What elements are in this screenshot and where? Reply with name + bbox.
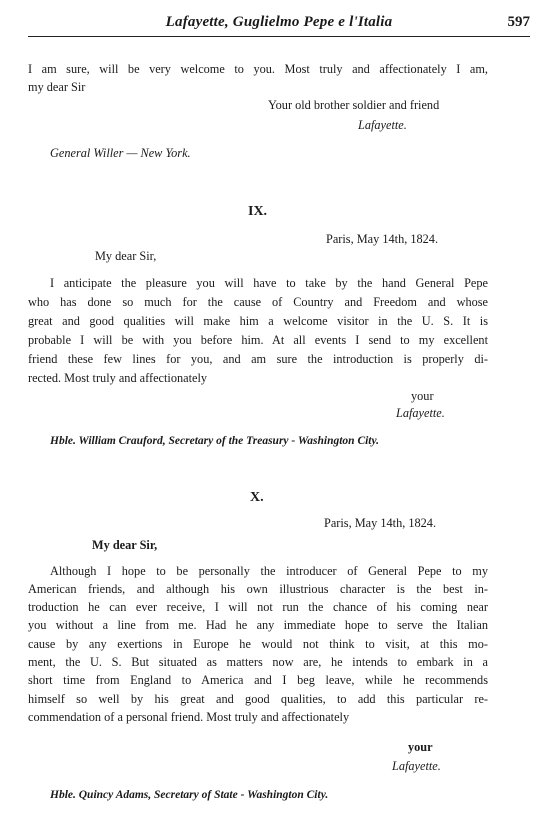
- letter-numeral: X.: [250, 490, 264, 505]
- letter-signature: Lafayette.: [396, 406, 445, 420]
- body-line: ment, the U. S. But situated as matters now are, he intends to embark in a: [28, 655, 488, 669]
- body-line: commendation of a personal friend. Most truly and affectionately: [28, 710, 350, 724]
- letter-date: Paris, May 14th, 1824.: [324, 516, 437, 530]
- body-line: friend these few lines for you, and am sure the introduction is properly di-: [28, 352, 488, 366]
- body-line: rected. Most truly and affectionately: [28, 371, 208, 385]
- body-line: himself so well by his great and good qualities, to add this particular re-: [28, 692, 488, 706]
- body-line: I anticipate the pleasure you will have to take by the hand General Pepe: [50, 276, 488, 290]
- letter-address: Hble. Quincy Adams, Secretary of State - Washington City.: [50, 789, 329, 801]
- letter-date: Paris, May 14th, 1824.: [326, 232, 439, 246]
- letter-closing: Your old brother soldier and friend: [268, 98, 440, 112]
- letter-closing: your: [408, 740, 433, 754]
- body-line: great and good qualities will make him a welcome visitor in the U. S. It is: [28, 314, 488, 328]
- letter-salutation: My dear Sir,: [92, 538, 158, 552]
- running-title: Lafayette, Guglielmo Pepe e l'Italia: [165, 14, 393, 30]
- body-line: short time from England to America and I beg leave, while he recommends: [28, 673, 488, 687]
- page-number: 597: [507, 14, 530, 30]
- body-line: probable I will be with you before him. At all events I send to my excellent: [28, 333, 488, 347]
- letter-salutation: My dear Sir,: [95, 249, 157, 263]
- body-line: American friends, and although his own illustrious character is the best in-: [28, 582, 488, 596]
- letter-closing: your: [411, 389, 434, 403]
- letter-signature: Lafayette.: [358, 118, 407, 132]
- letter-address: Hble. William Crauford, Secretary of the Treasury - Washington City.: [50, 435, 380, 447]
- letter-address: General Willer — New York.: [50, 146, 191, 160]
- body-line: my dear Sir: [28, 80, 86, 94]
- body-line: you without a line from me. Had he any immediate hope to serve the Italian: [28, 618, 488, 632]
- body-line: Although I hope to be personally the introducer of General Pepe to my: [50, 564, 488, 578]
- letter-numeral: IX.: [248, 204, 268, 219]
- body-line: I am sure, will be very welcome to you. Most truly and affectionately I am,: [28, 62, 488, 76]
- running-header: [28, 14, 530, 37]
- letter-signature: Lafayette.: [392, 759, 441, 773]
- body-line: who has done so much for the cause of Country and Freedom and whose: [28, 295, 488, 309]
- body-line: troduction he can ever receive, I will not run the chance of his coming near: [28, 600, 488, 614]
- body-line: cause by any exertions in Europe he would not think to visit, at this mo-: [28, 637, 488, 651]
